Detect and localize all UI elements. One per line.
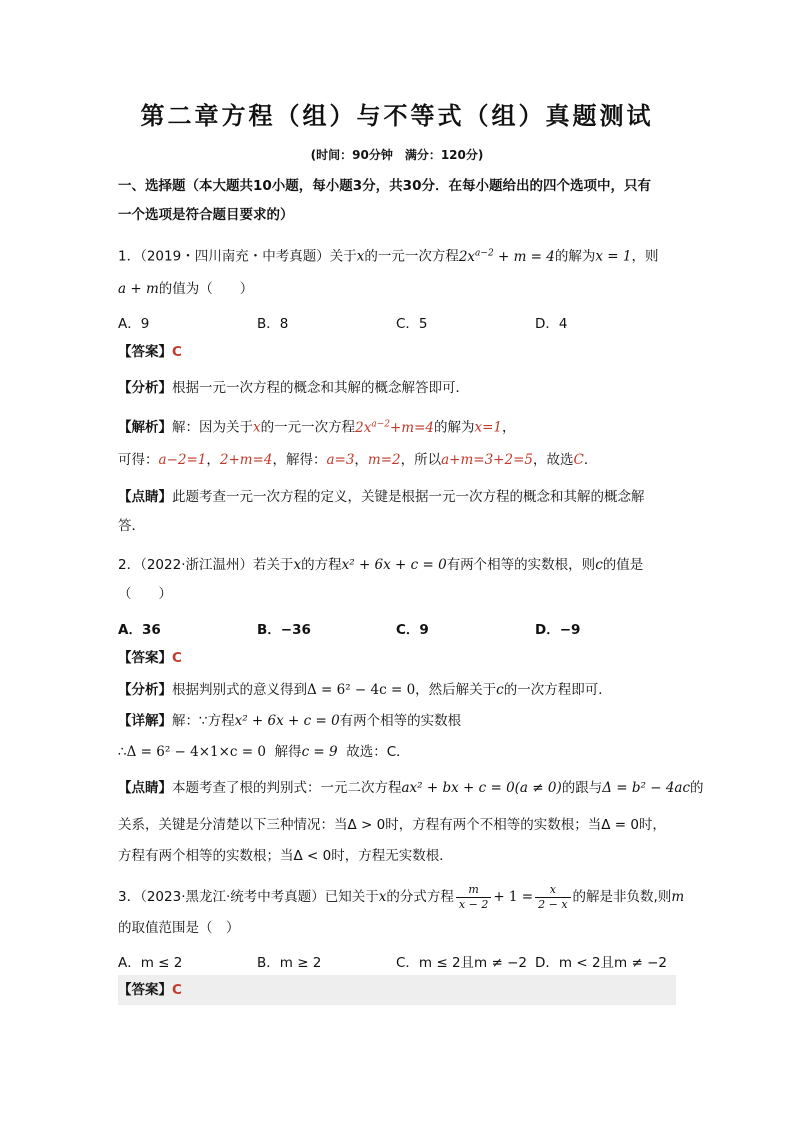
q1-answer: 【答案】C — [118, 344, 182, 360]
q1-stem-line2: a + m的值为（ ） — [118, 281, 254, 297]
q1-analysis: 【分析】根据一元一次方程的概念和其解的概念解答即可． — [118, 380, 469, 396]
q1-option-d[interactable]: D．4 — [535, 316, 568, 332]
q3-stem-line2: 的取值范围是（ ） — [118, 920, 240, 936]
q1-comment: 【点睛】此题考查一元一次方程的定义，关键是根据一元一次方程的概念和其解的概念解 — [118, 489, 645, 505]
q3-fraction-1: $\frac{m}{x - 2}$ — [456, 883, 491, 912]
q2-comment-line2: 关系，关键是分清楚以下三种情况：当Δ > 0时，方程有两个不相等的实数根；当Δ = 0时， — [118, 817, 666, 833]
q1-stem: 1．（2019・四川南充・中考真题）关于x的一元一次方程$2x^{a-2} + m = 4$的解为x = 1，则 — [118, 248, 659, 265]
q2-comment-line3: 方程有两个相等的实数根；当Δ < 0时，方程无实数根． — [118, 848, 453, 864]
q2-answer: 【答案】C — [118, 650, 182, 666]
q1-comment-line2: 答． — [118, 518, 145, 534]
q1-option-c[interactable]: C．5 — [396, 316, 428, 332]
q2-detail: 【详解】解：∵方程x² + 6x + c = 0有两个相等的实数根 — [118, 713, 462, 729]
section-heading-line1: 一、选择题（本大题共10小题，每小题3分，共30分．在每小题给出的四个选项中，只有 — [118, 178, 651, 194]
q3-answer: 【答案】C — [118, 982, 182, 998]
q2-option-b[interactable]: B．−36 — [257, 622, 311, 638]
q3-stem: 3．（2023·黑龙江·统考中考真题）已知关于x的分式方程 $\frac{m}{x - 2}$ + 1 = $\frac{x}{2 - x}$ 的解是非负数,则m — [118, 882, 685, 911]
q2-stem: 2．（2022·浙江温州）若关于x的方程x² + 6x + c = 0有两个相等的实数根，则c的值是 — [118, 557, 644, 573]
q2-comment: 【点睛】本题考查了根的判别式：一元二次方程ax² + bx + c = 0(a ≠ 0)的跟与Δ = b² − 4ac的 — [118, 780, 704, 796]
q2-therefore: ∴Δ = 6² − 4×1×c = 0 解得c = 9 故选：C． — [118, 744, 410, 760]
q3-option-d[interactable]: D．m < 2且m ≠ −2 — [535, 955, 667, 971]
q3-option-a[interactable]: A．m ≤ 2 — [118, 955, 183, 971]
q3-option-c[interactable]: C．m ≤ 2且m ≠ −2 — [396, 955, 528, 971]
q2-analysis: 【分析】根据判别式的意义得到Δ = 6² − 4c = 0，然后解关于c的一次方程即可． — [118, 682, 612, 698]
q2-stem-line2: （ ） — [118, 586, 172, 602]
q1-solution: 【解析】解：因为关于x的一元一次方程$2x^{a-2}+m=4$的解为x=1， — [118, 419, 516, 436]
q2-option-a[interactable]: A．36 — [118, 622, 161, 638]
q1-option-b[interactable]: B．8 — [257, 316, 289, 332]
section-heading-line2: 一个选项是符合题目要求的） — [118, 207, 294, 223]
q3-option-b[interactable]: B．m ≥ 2 — [257, 955, 322, 971]
q1-solution-steps: 可得：a−2=1，2+m=4，解得：a=3，m=2，所以a+m=3+2=5，故选C． — [118, 452, 598, 468]
q3-fraction-2: $\frac{x}{2 - x}$ — [535, 883, 570, 912]
page-title: 第二章方程（组）与不等式（组）真题测试 — [140, 102, 654, 130]
q2-option-c[interactable]: C．9 — [396, 622, 429, 638]
q1-option-a[interactable]: A．9 — [118, 316, 150, 332]
q2-option-d[interactable]: D．−9 — [535, 622, 581, 638]
page-subtitle: (时间：90分钟 满分：120分) — [310, 148, 484, 162]
